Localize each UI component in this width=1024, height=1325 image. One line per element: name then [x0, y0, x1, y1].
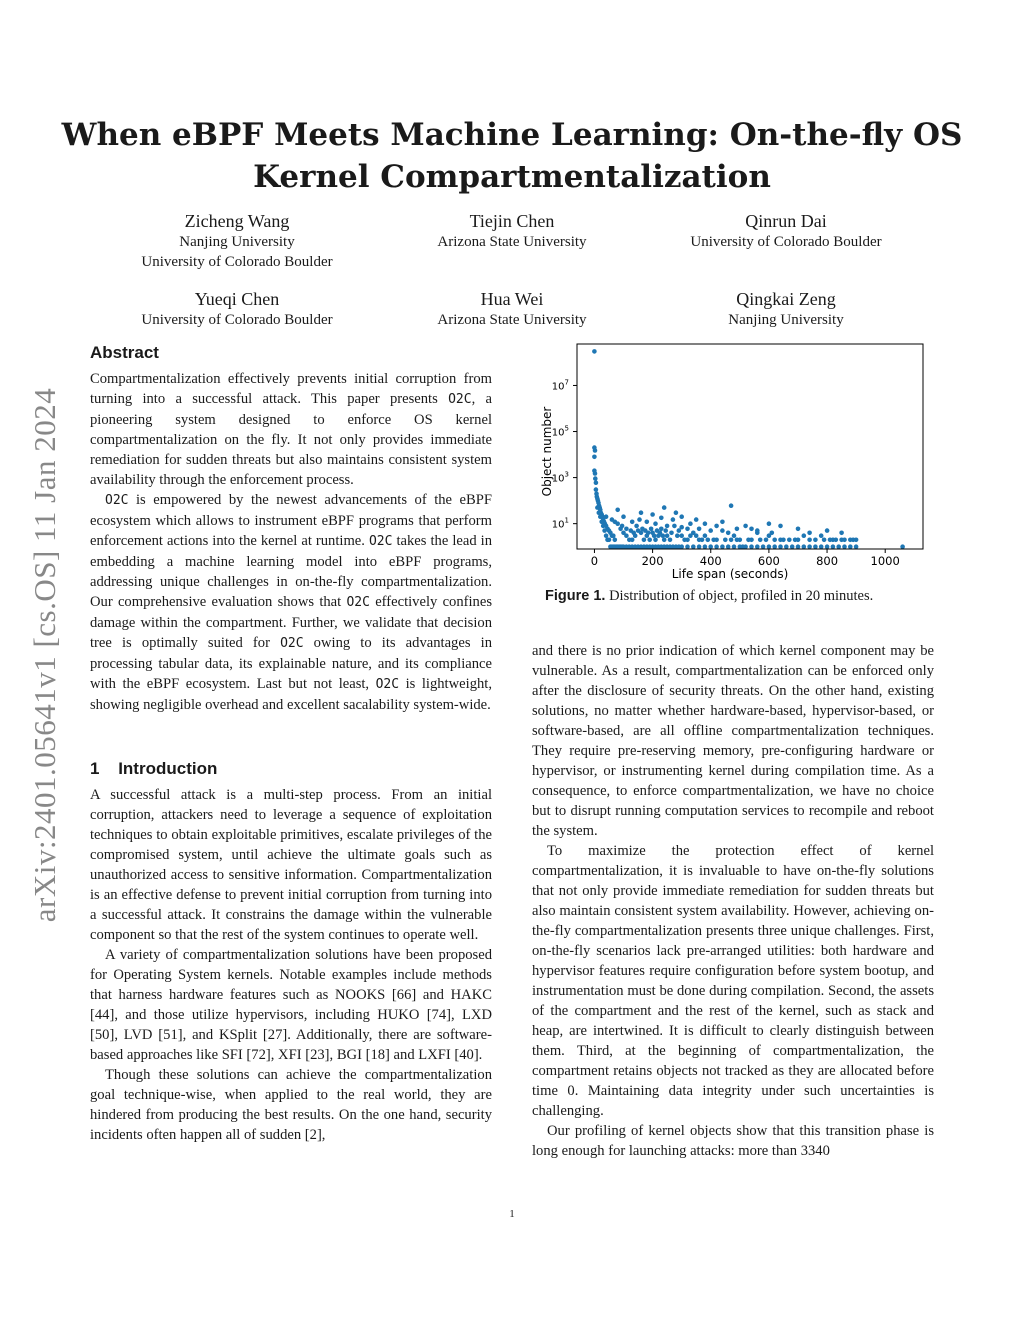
author-affiliation: Nanjing University [728, 312, 844, 328]
data-point [787, 538, 792, 543]
data-point [749, 544, 754, 549]
author-block [107, 288, 367, 330]
data-point [679, 525, 684, 530]
data-point [822, 538, 827, 543]
data-point [706, 538, 711, 543]
author-name: Zicheng Wang [184, 211, 290, 231]
data-point [740, 544, 745, 549]
data-point [854, 544, 859, 549]
y-axis-label: Object number [540, 406, 554, 497]
data-point [620, 524, 625, 529]
author-affiliation: University of Colorado Boulder [141, 312, 333, 328]
data-point [624, 527, 629, 532]
data-point [602, 528, 607, 533]
figure-1 [532, 338, 932, 583]
y-tick-label: $10^7$ [551, 378, 569, 393]
data-point [819, 544, 824, 549]
data-point [802, 533, 807, 538]
data-point [697, 527, 702, 532]
data-point [613, 538, 618, 543]
data-point [842, 544, 847, 549]
author-block [656, 288, 916, 330]
data-point [848, 544, 853, 549]
data-point [653, 521, 658, 526]
data-point [735, 538, 740, 543]
data-point [601, 524, 606, 529]
data-point [778, 538, 783, 543]
data-point [630, 538, 635, 543]
body-paragraph: Our profiling of kernel objects show that this transition phase is long enough for launching attacks: more than 3340 [532, 1123, 934, 1159]
data-point [631, 531, 636, 536]
data-point [714, 524, 719, 529]
data-point [694, 517, 699, 522]
data-point [703, 521, 708, 526]
data-point [669, 531, 674, 536]
paper-title: When eBPF Meets Machine Learning: On-the-fly OS Kernel Compartmentalization [61, 117, 963, 195]
left-column [90, 343, 492, 1145]
data-point [703, 533, 708, 538]
caption-label: Figure 1. [545, 588, 606, 604]
data-point [674, 510, 679, 515]
data-point [825, 528, 830, 533]
y-tick-label: $10^1$ [551, 516, 569, 531]
abstract-paragraph: Compartmentalization effectively prevents initial corruption from turning into a successful attack. This paper presents O2C, a pioneering system designed to enforce OS kernel compartmentalization on the fly. It not only provides immediate remediation for sudden threats but also maintains consistent system availability through the enforcement process. [90, 371, 492, 488]
data-point [691, 544, 696, 549]
data-point [659, 516, 664, 521]
data-point [634, 524, 639, 529]
data-point [703, 544, 708, 549]
data-point [598, 514, 603, 519]
data-point [659, 527, 664, 532]
data-point [611, 533, 616, 538]
data-point [796, 544, 801, 549]
data-point [767, 544, 772, 549]
arxiv-identifier: arXiv:2401.05641v1 [cs.OS] 11 Jan 2024 [27, 387, 62, 923]
data-point [642, 538, 647, 543]
data-point [770, 531, 775, 536]
data-point [621, 514, 626, 519]
data-point [653, 538, 658, 543]
x-axis-label: Life span (seconds) [671, 567, 789, 581]
author-affiliation: Arizona State University [437, 312, 587, 328]
data-point [649, 527, 654, 532]
data-point [604, 533, 609, 538]
data-point [819, 533, 824, 538]
data-point [749, 538, 754, 543]
abstract-paragraph: O2C is empowered by the newest advancements of the eBPF ecosystem which allows to instrument eBPF programs that perform enforcement actions into the kernel at runtime. O2C takes the lead in embedding a machine learning model into eBPF programs, addressing unique challenges in on-the-fly compartmentalization. Our comprehensive evaluation shows that O2C effectively confines damage within the compartment. Further, we validate that decision tree is optimally suited for O2C owing to its advantages in processing tabular data, its explainable nature, and its compliance with the eBPF ecosystem. Last but not least, O2C is lightweight, showing negligible overhead and excellent sacalability system-wide. [90, 492, 493, 713]
data-point [597, 510, 602, 515]
data-point [761, 544, 766, 549]
data-point [668, 538, 673, 543]
data-point [729, 503, 734, 508]
data-point [729, 538, 734, 543]
body-paragraph: and there is no prior indication of which kernel component may be vulnerable. As a result, compartmentalization can be enforced only after the disclosure of security threats. On the other hand, existing solutions, no matter whether hardware-based, hypervisor-based, or software-based, are all offline compartmentalization techniques. They require pre-reserving memory, pre-configuring hardware or hypervisor, or instrumenting kernel during compilation time. As a consequence, to enforce compartmentalization, we have no choice but to disrupt running computation services to recompile and reboot the system. [532, 643, 934, 839]
author-block [382, 210, 642, 252]
data-point [624, 533, 629, 538]
author-block [107, 210, 367, 272]
data-point [679, 533, 684, 538]
data-point [647, 538, 652, 543]
data-point [711, 538, 716, 543]
data-point [735, 527, 740, 532]
data-point [807, 544, 812, 549]
author-name: Hua Wei [480, 289, 544, 309]
arxiv-side-stamp [10, 360, 80, 950]
x-tick-label: 200 [641, 554, 664, 568]
author-name: Tiejin Chen [469, 211, 555, 231]
page-number: 1 [509, 1208, 515, 1220]
data-point [593, 471, 598, 476]
data-point [650, 512, 655, 517]
data-point [615, 508, 620, 513]
data-point [758, 538, 763, 543]
data-point [592, 455, 597, 460]
data-point [637, 517, 642, 522]
data-point [685, 544, 690, 549]
caption-text: Distribution of object, profiled in 20 minutes. [605, 588, 874, 604]
data-point [661, 533, 666, 538]
data-point [607, 538, 612, 543]
data-point [807, 538, 812, 543]
data-point [682, 538, 687, 543]
data-point [732, 533, 737, 538]
data-point [802, 544, 807, 549]
author-block [382, 288, 642, 330]
data-point [592, 349, 597, 354]
data-point [764, 538, 769, 543]
plot-frame [577, 344, 923, 549]
author-name: Yueqi Chen [194, 289, 280, 309]
data-point [834, 538, 839, 543]
data-point [726, 544, 731, 549]
data-point [639, 531, 644, 536]
data-point [594, 487, 599, 492]
data-point [813, 544, 818, 549]
data-point [778, 524, 783, 529]
author-affiliation: Nanjing University [179, 234, 295, 250]
data-point [778, 544, 783, 549]
data-point [851, 538, 856, 543]
author-affiliation: University of Colorado Boulder [690, 234, 882, 250]
data-point [831, 544, 836, 549]
section-title: Introduction [118, 759, 218, 778]
data-point [688, 533, 693, 538]
author-name: Qingkai Zeng [736, 289, 836, 309]
data-point [604, 514, 609, 519]
data-point [685, 527, 690, 532]
data-point [599, 520, 604, 525]
data-point [613, 520, 618, 525]
data-point [813, 538, 818, 543]
data-point [825, 544, 830, 549]
data-point [720, 544, 725, 549]
data-point [784, 544, 789, 549]
body-paragraph: A successful attack is a multi-step process. From an initial corruption, attackers need to leverage a sequence of exploitation techniques to obtain exploitable primitives, escalate privileges of the compromised system, until achieve the ultimate goals such as unauthorized access to sensitive information. Compartmentalization is an effective defense to prevent initial corruption from turning into a successful attack. It constrains the damage within the vulnerable component so that the rest of the system continues to operate well. [90, 787, 492, 943]
data-point [671, 517, 676, 522]
data-point [796, 527, 801, 532]
x-tick-label: 1000 [870, 554, 900, 568]
data-point [665, 524, 670, 529]
y-tick-label: $10^5$ [551, 424, 569, 439]
data-point [720, 528, 725, 533]
data-point [595, 505, 600, 510]
data-point [720, 520, 725, 525]
data-point [672, 524, 677, 529]
data-point [732, 544, 737, 549]
data-point [679, 514, 684, 519]
data-point [663, 528, 668, 533]
x-tick-label: 400 [699, 554, 722, 568]
data-point [807, 531, 812, 536]
chart-marks [592, 349, 905, 549]
data-point [767, 521, 772, 526]
data-point [726, 531, 731, 536]
body-paragraph: To maximize the protection effect of kernel compartmentalization, it is invaluable to have on-the-fly solutions that not only provide immediate remediation for sudden threats but also maintain consistent system availability. However, achieving on-the-fly compartmentalization presents three unique challenges. First, on-the-fly scenarios lack pre-arranged utilities: both hardware and hypervisor features require configuration before system bootup, and instrumentation must be done during compilation. Second, the assets of the compartment and the rest of the kernel, such as stack and heap, are intertwined. It is difficult to clearly distinguish between them. Third, at the beginning of compartmentalization, the compartment retains objects not tracked as they are allocated before time 0. Maintaining data integrity under such uncertainties is challenging. [532, 843, 934, 1119]
data-point [790, 544, 795, 549]
x-tick-label: 800 [816, 554, 839, 568]
data-point [828, 538, 833, 543]
data-point [593, 448, 598, 453]
data-point [723, 538, 728, 543]
data-point [688, 521, 693, 526]
data-point [755, 528, 760, 533]
data-point [714, 544, 719, 549]
data-point [772, 538, 777, 543]
data-point [708, 544, 713, 549]
data-point [839, 531, 844, 536]
data-point [697, 544, 702, 549]
figure-caption [545, 586, 945, 606]
author-affiliation: Arizona State University [437, 234, 587, 250]
data-point [793, 538, 798, 543]
data-point [662, 505, 667, 510]
data-point [593, 476, 598, 481]
scatter-chart [532, 338, 932, 583]
data-point [639, 510, 644, 515]
data-point [630, 520, 635, 525]
data-point [646, 531, 651, 536]
data-point [679, 544, 684, 549]
right-column [532, 641, 934, 1161]
data-point [700, 538, 705, 543]
data-point [594, 480, 599, 485]
data-point [645, 520, 650, 525]
body-paragraph: Though these solutions can achieve the compartmentalization goal technique-wise, when applied to the real world, they are hindered from producing the best results. On the one hand, security incidents often happen all of sudden [2], [90, 1067, 492, 1143]
data-point [652, 533, 657, 538]
section-number: 1 [90, 759, 100, 778]
data-point [836, 544, 841, 549]
data-point [900, 544, 905, 549]
data-point [842, 538, 847, 543]
section-heading [90, 759, 492, 779]
data-point [662, 538, 667, 543]
data-point [749, 527, 754, 532]
data-point [743, 524, 748, 529]
author-block [656, 210, 916, 252]
y-tick-label: $10^3$ [551, 470, 569, 485]
x-tick-label: 0 [590, 554, 599, 568]
data-point [675, 533, 680, 538]
data-point [708, 528, 713, 533]
data-point [772, 544, 777, 549]
author-name: Qinrun Dai [745, 211, 827, 231]
data-point [694, 533, 699, 538]
data-point [665, 533, 670, 538]
body-paragraph: A variety of compartmentalization solutions have been proposed for Operating System kernels. Notable examples include methods that harness hardware features such as NOOKS [66] and HAKC [44], and those utilize hypervisors, including HUKO [74], LXD [50], LVD [51], and KSplit [27]. Additionally, there are software-based approaches like SFI [72], XFI [23], BGI [18] and LXFI [40]. [90, 947, 492, 1063]
abstract-heading: Abstract [90, 343, 159, 362]
x-tick-label: 600 [757, 554, 780, 568]
author-affiliation: University of Colorado Boulder [141, 254, 333, 270]
data-point [755, 544, 760, 549]
